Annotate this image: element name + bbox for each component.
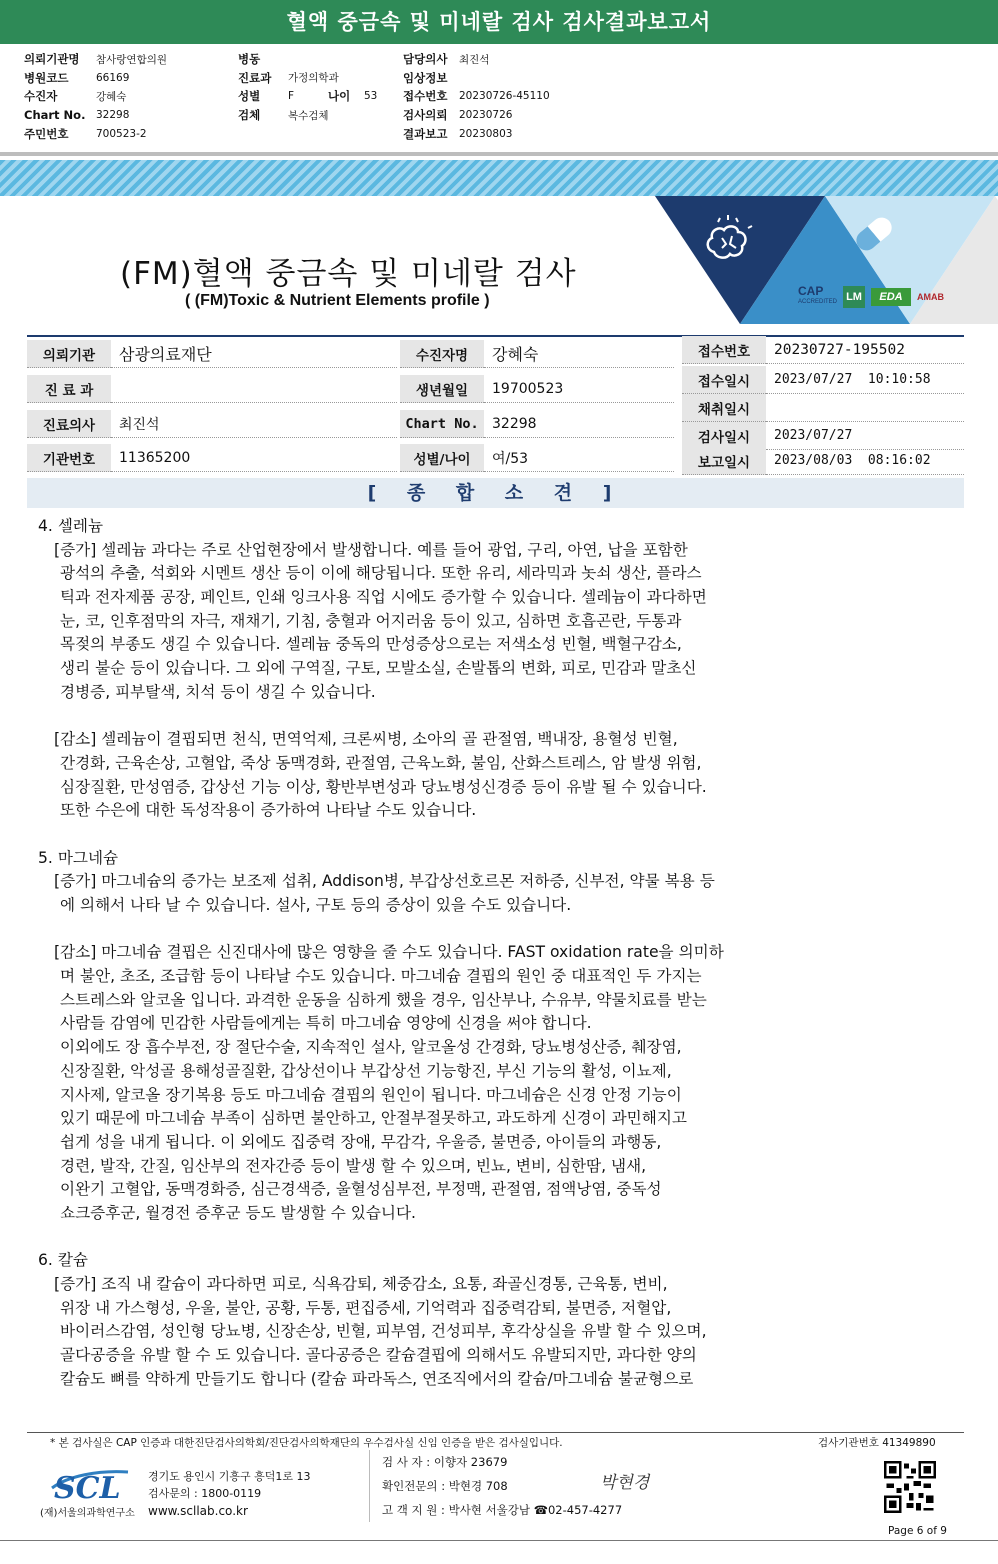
lab-address <box>148 1468 311 1502</box>
header-label: 검체 <box>238 108 261 123</box>
lm-logo: LM <box>843 286 865 308</box>
certification-logos <box>798 282 998 312</box>
paragraph-line: 사람들 감염에 민감한 사람들에게는 특히 마그네슘 영양에 신경을 써야 합니다. <box>60 1014 592 1033</box>
label-inst-no: 기관번호 <box>27 444 111 472</box>
header-value: 복수검체 <box>288 109 329 122</box>
label-test-date: 검사일시 <box>682 422 766 450</box>
title-banner <box>0 196 998 324</box>
section-title: 5. 마그네슘 <box>38 848 119 867</box>
paragraph-line: 또한 수은에 대한 독성작용이 증가하여 나타날 수도 있습니다. <box>60 801 477 820</box>
header-label: 병동 <box>238 52 261 67</box>
header-label: 접수번호 <box>403 89 448 104</box>
header-value: 20230726 <box>459 109 513 122</box>
paragraph-line: [증가] 마그네슘의 증가는 보조제 섭취, Addison병, 부갑상선호르몬 저하증, 신부전, 약물 복용 등 <box>54 872 715 891</box>
label-institution: 의뢰기관 <box>27 340 111 368</box>
paragraph-line: 며 불안, 초조, 조급함 등이 나타날 수도 있습니다. 마그네슘 결핍의 원인 중 대표적인 두 가지는 <box>60 967 702 986</box>
blank-line <box>38 918 868 942</box>
value-test-date: 2023/07/27 <box>766 422 964 450</box>
header-value: 가정의학과 <box>288 72 339 85</box>
paragraph-line: 쉽게 성을 내게 됩니다. 이 외에도 집중력 장애, 무감각, 우울증, 불면증, 아이들의 과행동, <box>60 1132 662 1151</box>
header-label: 의뢰기관명 <box>24 52 80 67</box>
header-col-1 <box>24 50 167 143</box>
paragraph-line: 생리 불순 등이 있습니다. 그 외에 구역질, 구토, 모발소실, 손발톱의 변화, 피로, 민감과 말초신 <box>60 659 697 678</box>
qr-code-icon <box>884 1461 936 1513</box>
paragraph-line: [증가] 셀레늄 과다는 주로 산업현장에서 발생합니다. 예를 들어 광업, 구리, 아연, 납을 포함한 <box>54 540 688 559</box>
amab-logo: AMAB <box>917 292 945 302</box>
label-doctor: 진료의사 <box>27 410 111 438</box>
paragraph-line: 경련, 발작, 간질, 임산부의 전자간증 등이 발생 할 수 있으며, 빈뇨, 변비, 심한땀, 냄새, <box>60 1156 647 1175</box>
value-chart: 32298 <box>484 410 674 438</box>
label-patient: 수진자명 <box>400 340 484 368</box>
value-report-dt: 2023/08/03 08:16:02 <box>766 447 964 475</box>
bottom-rule <box>0 1540 998 1541</box>
label-sex-age: 성별/나이 <box>400 444 484 472</box>
header-value: 강혜숙 <box>96 90 127 103</box>
paragraph-line: 틱과 전자제품 공장, 페인트, 인쇄 잉크사용 직업 시에도 증가할 수 있습니다. 셀레늄이 과다하면 <box>60 588 707 607</box>
section-title: 4. 셀레늄 <box>38 517 104 535</box>
contact-line: 검사문의 : 1800-0119 <box>148 1487 262 1500</box>
customer-support: 고 객 지 원 : 박사현 서울강남 ☎02-457-4277 <box>382 1503 623 1517</box>
value-inst-no: 11365200 <box>111 444 397 472</box>
paragraph-line: 목젖의 부종도 생길 수 있습니다. 셀레늄 중독의 만성증상으로는 저색소성 빈혈, 백혈구감소, <box>60 635 682 654</box>
header-value: 참사랑연합의원 <box>96 53 168 66</box>
header-label: 병원코드 <box>24 70 69 85</box>
header-value: 53 <box>364 90 378 103</box>
report-title-bar: 혈액 중금속 및 미네랄 검사 검사결과보고서 <box>0 0 998 44</box>
eda-logo: EDA <box>871 288 911 306</box>
header-label: 임상정보 <box>403 70 448 85</box>
header-label: 성별 <box>238 89 261 104</box>
striped-banner <box>0 160 998 196</box>
paragraph-line: 위장 내 가스형성, 우울, 불안, 공황, 두통, 편집증세, 기억력과 집중력감퇴, 불면증, 저혈압, <box>60 1298 672 1317</box>
header-col-3 <box>403 50 550 143</box>
accreditation-note: * 본 검사실은 CAP 인증과 대한진단검사의학회/진단검사의학재단의 우수검사실 신임 인증을 받은 검사실입니다. <box>50 1437 563 1449</box>
paragraph-line: 경병증, 피부탈색, 치석 등이 생길 수 있습니다. <box>60 682 376 701</box>
paragraph-line: 있기 때문에 마그네슘 부족이 심하면 불안하고, 안절부절못하고, 과도하게 신경이 과민해지고 <box>60 1109 687 1128</box>
value-receipt-no: 20230727-195502 <box>766 336 964 364</box>
brain-icon <box>698 214 758 274</box>
paragraph-line: 심장질환, 만성염증, 갑상선 기능 이상, 황반부변성과 당뇨병성신경증 등이 유발 될 수 있습니다. <box>60 777 707 796</box>
header-label: 담당의사 <box>403 52 448 67</box>
header-value: 66169 <box>96 71 130 84</box>
label-receipt-no: 접수번호 <box>682 336 766 364</box>
section-title: 6. 칼슘 <box>38 1251 88 1270</box>
header-label: 나이 <box>328 89 351 104</box>
paragraph-line: [감소] 셀레늄이 결핍되면 천식, 면역억제, 크론씨병, 소아의 골 관절염, 백내장, 용혈성 빈혈, <box>54 730 678 749</box>
lab-website-link[interactable]: www.scllab.co.kr <box>148 1504 248 1518</box>
svg-text:SCL: SCL <box>54 1471 121 1502</box>
paragraph-line: [감소] 마그네슘 결핍은 신진대사에 많은 영향을 줄 수도 있습니다. FAST oxidation rate을 의미하 <box>54 943 724 962</box>
value-receipt-dt: 2023/07/27 10:10:58 <box>766 366 964 394</box>
label-chart: Chart No. <box>400 410 484 438</box>
paragraph-line: 골다공증을 유발 할 수 도 있습니다. 골다공증은 칼슘결핍에 의해서도 유발되지만, 과다한 양의 <box>60 1346 697 1365</box>
page-number: Page 6 of 9 <box>888 1525 947 1537</box>
paragraph-line: 광석의 추출, 석회와 시멘트 생산 등이 이에 해당됩니다. 또한 유리, 세라믹과 놋쇠 생산, 플라스 <box>60 564 702 583</box>
paragraph-line: 스트레스와 알코올 입니다. 과격한 운동을 심하게 했을 경우, 임산부나, 수유부, 약물치료를 받는 <box>60 990 707 1009</box>
paragraph-line: 간경화, 근육손상, 고혈압, 죽상 동맥경화, 관절염, 근육노화, 불임, 산화스트레스, 암 발생 위험, <box>60 753 702 772</box>
header-col-2 <box>238 50 377 124</box>
label-dept: 진 료 과 <box>27 375 111 403</box>
header-value: 700523-2 <box>96 127 147 140</box>
paragraph-line: 이외에도 장 흡수부전, 장 절단수술, 지속적인 설사, 알코올성 간경화, 당뇨병성산증, 췌장염, <box>60 1038 682 1057</box>
value-sex-age: 여/53 <box>484 444 674 472</box>
value-birth: 19700523 <box>484 375 674 403</box>
header-value: 최진석 <box>459 53 490 66</box>
header-value: 20230803 <box>459 127 513 140</box>
header-value: 32298 <box>96 109 130 122</box>
address-line: 경기도 용인시 기흥구 흥덕1로 13 <box>148 1470 311 1483</box>
summary-content <box>38 515 868 1391</box>
value-patient: 강혜숙 <box>484 340 674 368</box>
paragraph-line: 신장질환, 악성골 용해성골질환, 갑상선이나 부갑상선 기능항진, 부신 기능의 활성, 이뇨제, <box>60 1061 672 1080</box>
label-birth: 생년월일 <box>400 375 484 403</box>
label-report-dt: 보고일시 <box>682 447 766 475</box>
header-label: 검사의뢰 <box>403 108 448 123</box>
specialist: 확인전문의 : 박현경 708 <box>382 1479 508 1493</box>
paragraph-line: 에 의해서 나타 날 수 있습니다. 설사, 구토 등의 증상이 있을 수도 있습니다. <box>60 896 572 914</box>
section-body <box>38 539 868 823</box>
header-value: F <box>288 90 295 103</box>
paragraph-line: 칼슘도 뼈를 약하게 만들기도 합니다 (칼슘 파라독스, 연조직에서의 칼슘/마그네슘 불균형으로 <box>60 1369 694 1388</box>
header-value: 20230726-45110 <box>459 90 550 103</box>
value-doctor: 최진석 <box>111 410 397 438</box>
blank-line <box>38 705 868 729</box>
capsule-icon <box>848 210 900 258</box>
section-body <box>38 1273 868 1391</box>
header-label: 결과보고 <box>403 126 448 141</box>
test-subtitle: ( (FM)Toxic & Nutrient Elements profile ) <box>185 292 490 309</box>
section-body <box>38 870 868 1225</box>
paragraph-line: 지사제, 알코올 장기복용 등도 마그네슘 결핍의 원인이 됩니다. 마그네슘은 신경 안정 기능이 <box>60 1085 682 1104</box>
specialist-signature: 박현경 <box>600 1473 650 1493</box>
cap-logo: CAP ACCREDITED <box>798 284 838 305</box>
test-title: (FM)혈액 중금속 및 미네랄 검사 <box>120 256 577 292</box>
paragraph-line: 바이러스감염, 성인형 당뇨병, 신장손상, 빈혈, 피부염, 건성피부, 후각상실을 유발 할 수 있으며, <box>60 1322 707 1341</box>
header-label: Chart No. <box>24 108 86 123</box>
lab-name: (재)서울의과학연구소 <box>40 1508 135 1519</box>
lab-institution-number: 검사기관번호 41349890 <box>818 1437 936 1449</box>
footer-rule <box>27 1432 964 1433</box>
label-receipt-dt: 접수일시 <box>682 366 766 394</box>
paragraph-line: 쇼크증후군, 월경전 증후군 등도 발생할 수 있습니다. <box>60 1203 416 1222</box>
header-label: 진료과 <box>238 70 272 85</box>
value-dept <box>111 375 397 403</box>
value-collect <box>766 394 964 422</box>
header-label: 주민번호 <box>24 126 69 141</box>
label-collect: 채취일시 <box>682 394 766 422</box>
header-label: 수진자 <box>24 89 58 104</box>
paragraph-line: [증가] 조직 내 칼슘이 과다하면 피로, 식욕감퇴, 체중감소, 요통, 좌골신경통, 근육통, 변비, <box>54 1275 668 1293</box>
paragraph-line: 눈, 코, 인후점막의 자극, 재채기, 기침, 충혈과 어지러움 등이 있고, 심하면 호흡곤란, 두통과 <box>60 611 682 630</box>
examiner: 검 사 자 : 이향자 23679 <box>382 1455 508 1469</box>
summary-heading: [ 종 합 소 견 ] <box>27 478 964 508</box>
report-header <box>0 44 998 156</box>
value-institution: 삼광의료재단 <box>111 340 397 368</box>
paragraph-line: 이완기 고혈압, 동맥경화증, 심근경색증, 울혈성심부전, 부정맥, 관절염, 점액낭염, 중독성 <box>60 1180 662 1199</box>
scl-logo <box>48 1458 132 1502</box>
